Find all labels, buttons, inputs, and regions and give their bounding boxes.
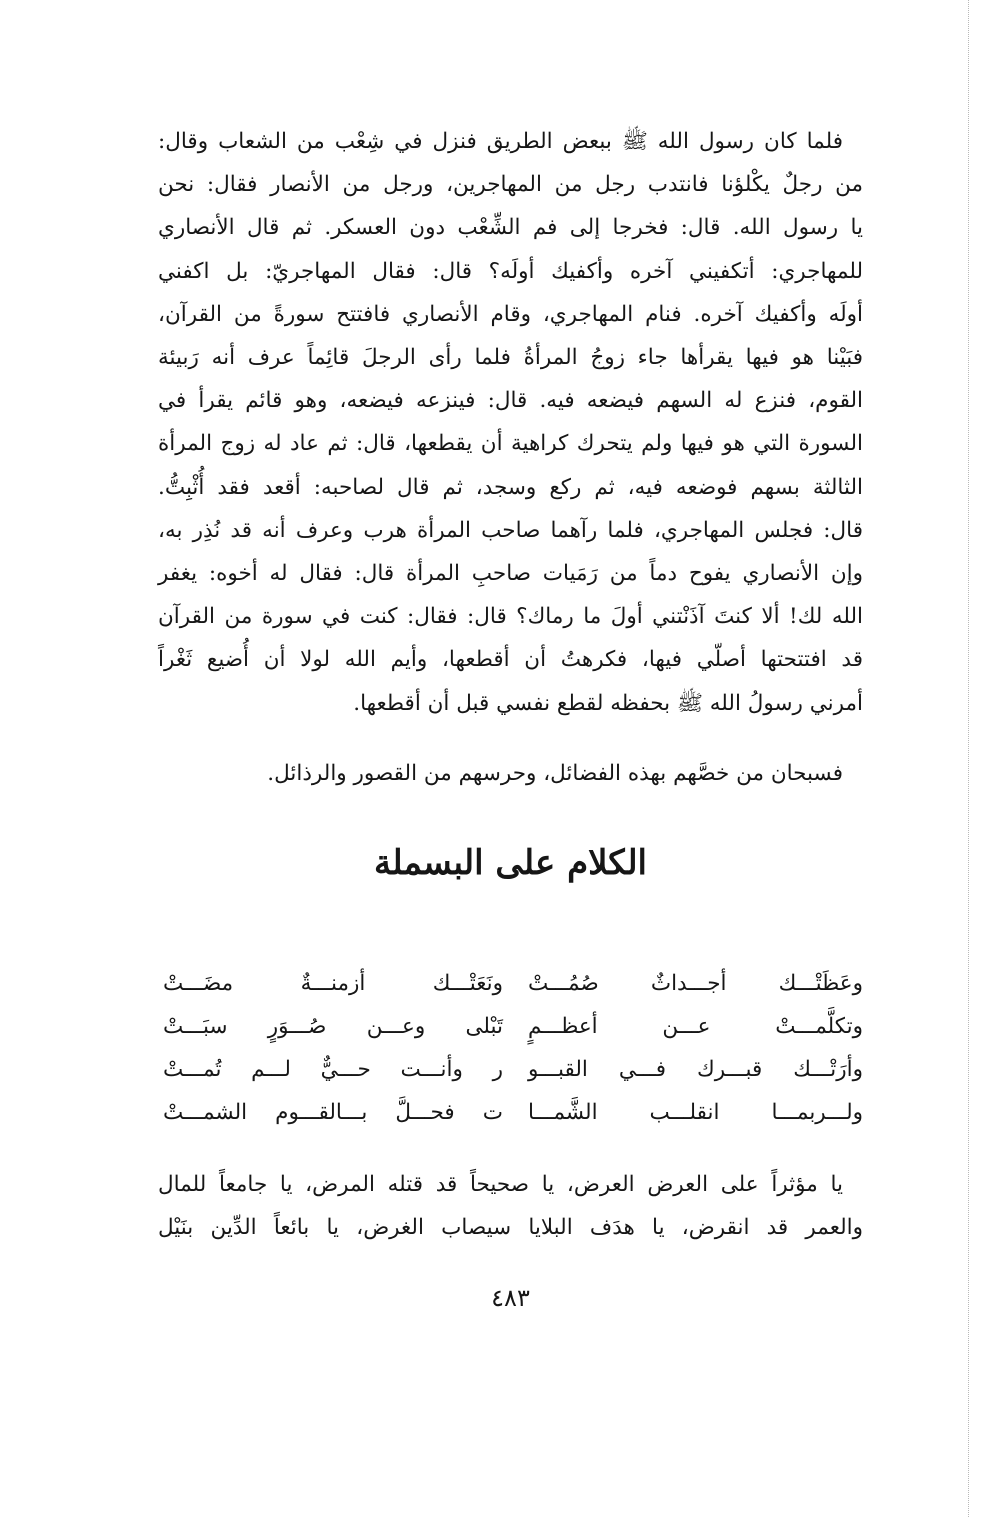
- text-line: السورة التي هو فيها ولم يتحرك كراهية أن يقطعها، قال: ثم عاد له زوج المرأة: [158, 431, 863, 457]
- text-line: للمهاجري: أتكفيني آخره وأكفيك أولَه؟ قال: فقال المهاجريّ: بل اكفني: [158, 258, 863, 284]
- poem-first-hemistich: وتكلَّمـــتْ عـــن أعظـــمٍ: [528, 1014, 863, 1039]
- poem-verse: [163, 1048, 863, 1091]
- poem-verse: [163, 1005, 863, 1048]
- text-line: فلما كان رسول الله ﷺ ببعض الطريق فنزل في شِعْب من الشعاب وقال:: [158, 129, 843, 154]
- text-line: أولَه وأكفيك آخره. فنام المهاجري، وقام الأنصاري فافتتح سورةً من القرآن،: [158, 301, 863, 327]
- text-line: فبَيْنا هو فيها يقرأها جاء زوجُ المرأةُ فلما رأى الرجلَ قائِماً عرف أنه رَبيئة: [158, 345, 863, 371]
- poem-first-hemistich: ولـــربمـــا انقلـــب الشَّمـــا: [528, 1100, 863, 1125]
- text-line: يا مؤثراً على العرض العرض، يا صحيحاً قد قتله المرض، يا جامعاً للمال: [158, 1172, 843, 1197]
- after-poem-paragraph: [158, 1163, 863, 1249]
- poem-first-hemistich: وعَظَتْـــك أجـــداثٌ صُمُـــتْ: [528, 971, 863, 996]
- text-line: قد افتتحتها أصلّي فيها، فكرهتُ أن أقطعها، وأيم الله لولا أن أُضيع ثَغْراً: [158, 647, 863, 673]
- page-number: ٤٨٣: [491, 1284, 530, 1312]
- section-title: الكلام على البسملة: [373, 843, 647, 883]
- text-line: الثالثة بسهم فوضعه فيه، ثم ركع وسجد، ثم قال لصاحبه: أقعد فقد أُثْبِتُّ.: [158, 474, 863, 500]
- poem-second-hemistich: تَبْلى وعـــن صُـــوَرٍ سبَـــتْ: [163, 1014, 503, 1039]
- text-line: قال: فجلس المهاجري، فلما رآهما صاحب المرأة هرب وعرف أنه قد نُذِر به،: [158, 517, 863, 543]
- text-line: من رجلٌ يكْلؤنا فانتدب رجل من المهاجرين، ورجل من الأنصار فقال: نحن: [158, 172, 864, 198]
- poem-second-hemistich: ت فحـــلَّ بـــالقـــوم الشمـــتْ: [163, 1100, 503, 1125]
- text-line: الله لك! ألا كنتَ آذَنْتني أولَ ما رماك؟ قال: فقال: كنت في سورة من القرآن: [158, 604, 863, 630]
- page-binding-edge: [968, 0, 969, 1517]
- text-line: يا رسول الله. قال: فخرجا إلى فم الشِّعْب دون العسكر. ثم قال الأنصاري: [158, 215, 863, 241]
- text-line: والعمر قد انقرض، يا هدَف البلايا سيصاب الغرض، يا بائعاً الدِّين بنَيْل: [158, 1215, 863, 1240]
- poem-second-hemistich: ر وأنـــت حـــيٌّ لـــم تُمـــتْ: [163, 1057, 503, 1082]
- poem-verse: [163, 1091, 863, 1134]
- poem-verse: [163, 962, 863, 1005]
- poem-verses: [163, 962, 863, 1134]
- text-line: وإن الأنصاري يفوح دماً من رَمَيات صاحبِ المرأة قال: فقال له أخوه: يغفر: [158, 561, 863, 587]
- closing-line: فسبحان من خصَّهم بهذه الفضائل، وحرسهم من القصور والرذائل.: [267, 761, 843, 786]
- poem-first-hemistich: وأرَتْـــك قبـــرك فـــي القبـــو: [528, 1057, 863, 1082]
- main-paragraph: [158, 120, 863, 725]
- poem-second-hemistich: ونَعَتْـــك أزمنـــةٌ مضَـــتْ: [163, 971, 503, 996]
- text-line: أمرني رسولُ الله ﷺ بحفظه لقطع نفسي قبل أن أقطعها.: [353, 690, 863, 716]
- text-line: القوم، فنزع له السهم فيضعه فيه. قال: فينزعه فيضعه، وهو قائم يقرأ في: [158, 388, 863, 414]
